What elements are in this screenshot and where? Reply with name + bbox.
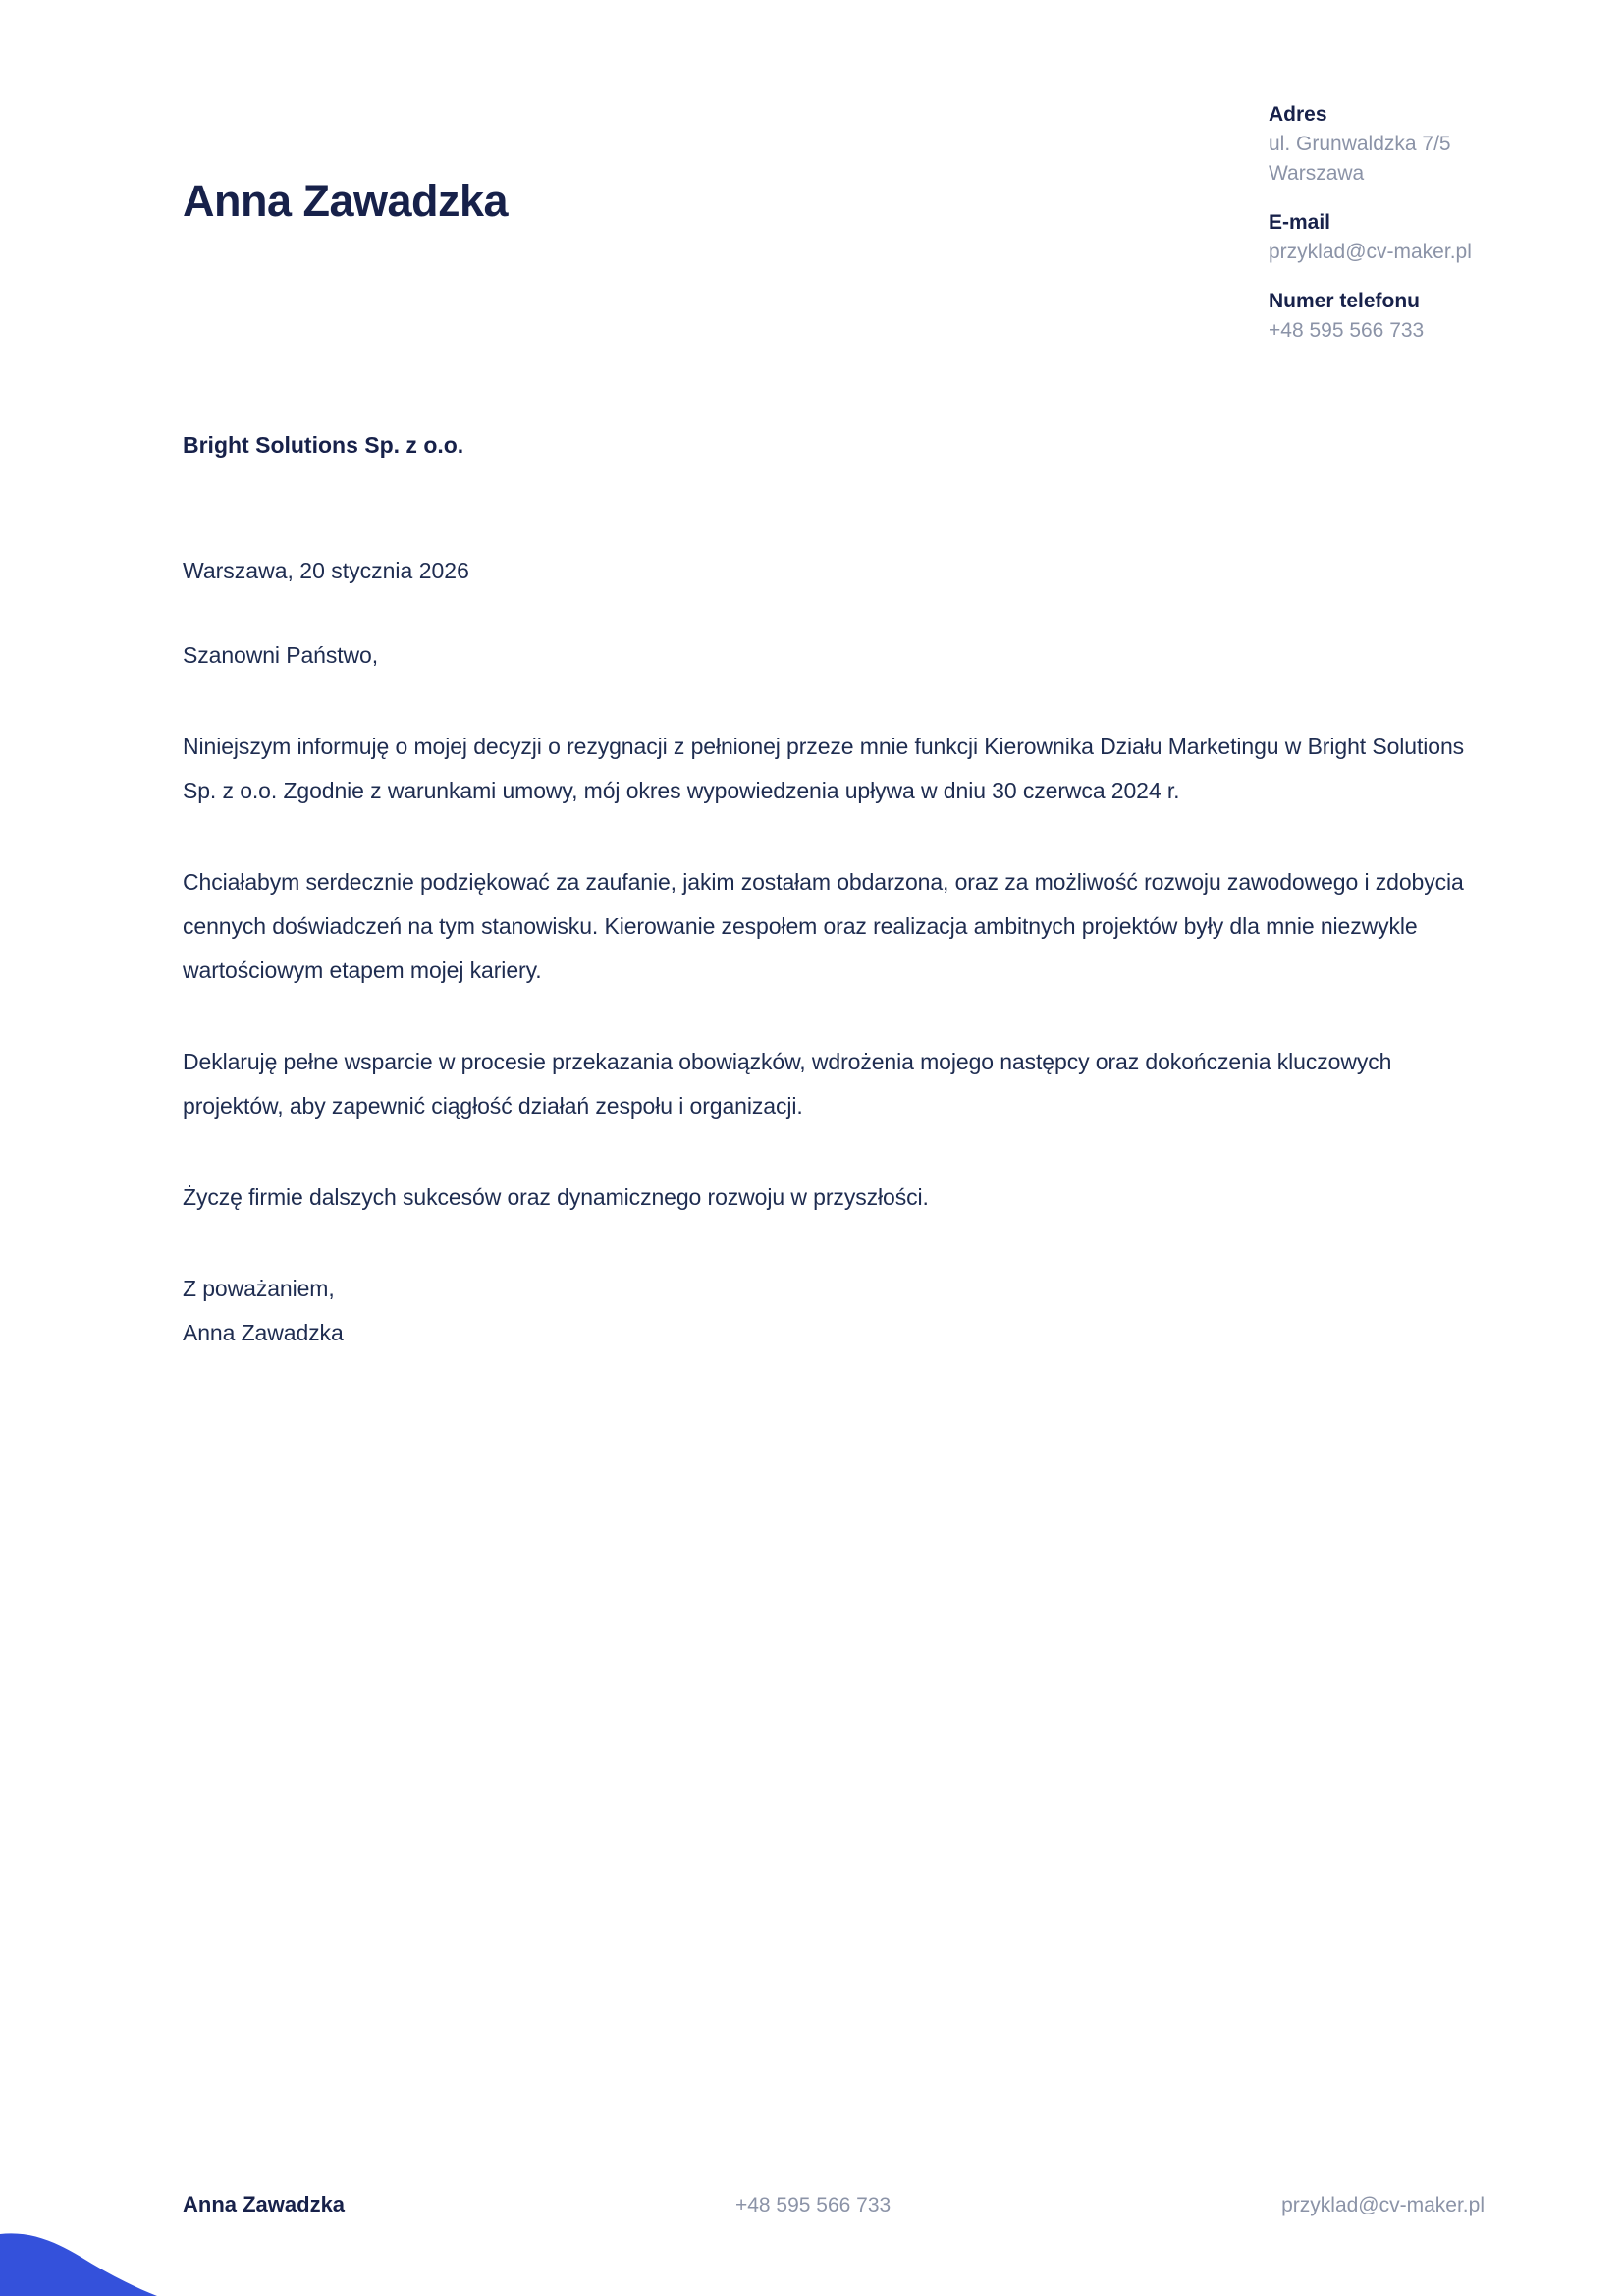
paragraph-2: Chciałabym serdecznie podziękować za zaufanie, jakim zostałam obdarzona, oraz za możliwość rozwoju zawodowego i zdobycia cennych doświadczeń na tym stanowisku. Kierowanie zespołem oraz realizacja ambitnych projektów były dla mnie niezwykle wartościowym etapem mojej kariery.	[183, 869, 1464, 983]
footer-email: przyklad@cv-maker.pl	[1281, 2194, 1485, 2216]
page-footer	[183, 2192, 1485, 2217]
footer-phone: +48 595 566 733	[734, 2194, 892, 2216]
page-title: Anna Zawadzka	[183, 176, 509, 226]
contact-address	[1269, 100, 1563, 189]
address-line-2: Warszawa	[1269, 162, 1365, 185]
phone-value: +48 595 566 733	[1269, 319, 1425, 342]
letter-body	[183, 633, 1488, 1355]
email-label: E-mail	[1269, 211, 1331, 234]
footer-name: Anna Zawadzka	[183, 2192, 346, 2216]
closing-block	[183, 1267, 1488, 1355]
contact-email	[1269, 208, 1563, 267]
email-value: przyklad@cv-maker.pl	[1269, 241, 1472, 263]
contact-phone	[1269, 287, 1563, 346]
paragraph-4: Życzę firmie dalszych sukcesów oraz dynamicznego rozwoju w przyszłości.	[183, 1184, 929, 1210]
date-line: Warszawa, 20 stycznia 2026	[183, 558, 469, 583]
salutation: Szanowni Państwo,	[183, 642, 379, 668]
contact-block	[1269, 100, 1563, 365]
signature-name: Anna Zawadzka	[183, 1320, 344, 1345]
address-line-1: ul. Grunwaldzka 7/5	[1269, 133, 1451, 155]
paragraph-3: Deklaruję pełne wsparcie w procesie przekazania obowiązków, wdrożenia mojego następcy oraz dokończenia kluczowych projektów, aby zapewnić ciągłość działań zespołu i organizacji.	[183, 1049, 1392, 1119]
closing-line: Z poważaniem,	[183, 1276, 335, 1301]
corner-wave-shape	[0, 2233, 157, 2296]
paragraph-1: Niniejszym informuję o mojej decyzji o rezygnacji z pełnionej przeze mnie funkcji Kierownika Działu Marketingu w Bright Solutions Sp. z o.o. Zgodnie z warunkami umowy, mój okres wypowiedzenia upływa w dniu 30 czerwca 2024 r.	[183, 734, 1465, 803]
address-label: Adres	[1269, 103, 1327, 126]
recipient-company: Bright Solutions Sp. z o.o.	[183, 432, 464, 458]
corner-wave-decoration	[0, 2231, 157, 2296]
phone-label: Numer telefonu	[1269, 290, 1421, 312]
